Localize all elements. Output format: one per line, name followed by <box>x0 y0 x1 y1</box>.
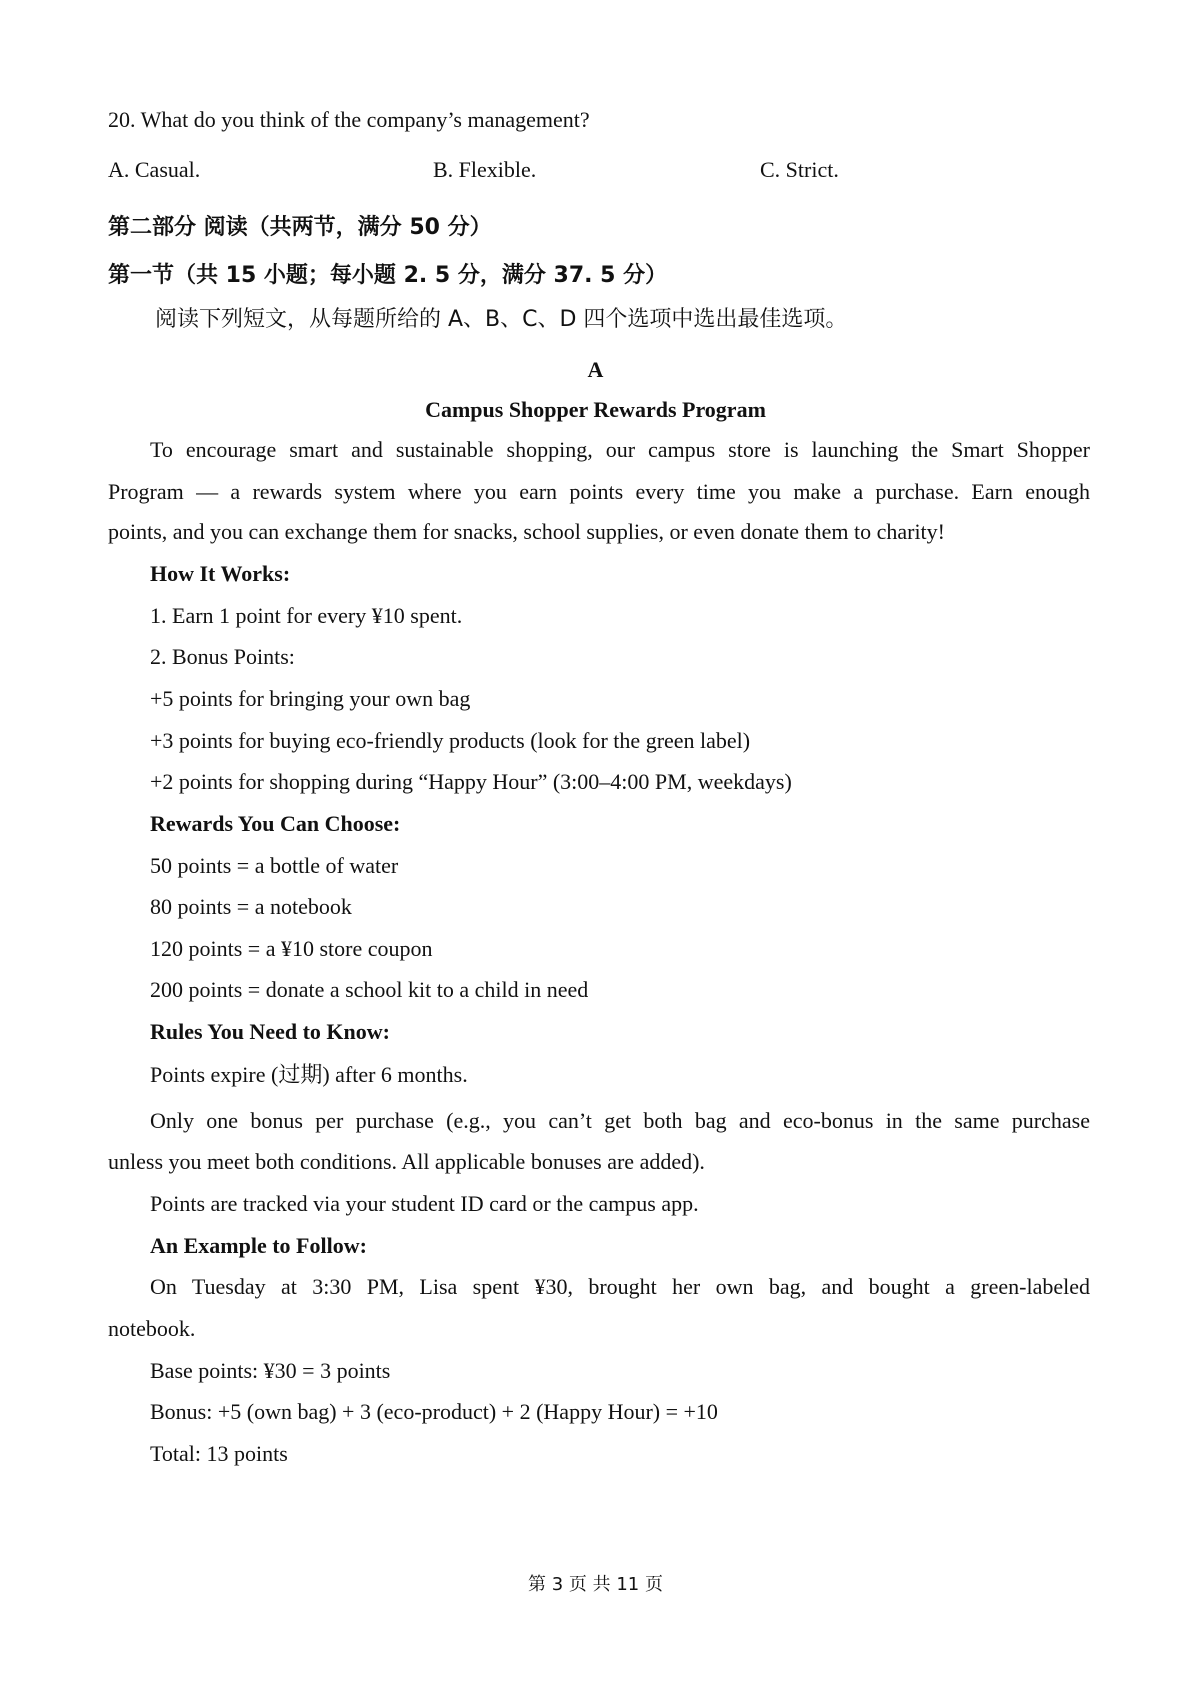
part-2-heading: 第二部分 阅读（共两节，满分 50 分） <box>108 215 492 240</box>
intro-line-2: Program — a rewards system where you earn points every time you make a purchase. Earn enough <box>108 479 1090 504</box>
how-item-1: 1. Earn 1 point for every ¥10 spent. <box>150 603 463 628</box>
how-it-works-heading: How It Works: <box>150 561 291 586</box>
how-item-2: 2. Bonus Points: <box>150 644 295 669</box>
option-a: A. Casual. <box>108 157 201 182</box>
rule-2-line-2: unless you meet both conditions. All applicable bonuses are added). <box>108 1149 705 1174</box>
how-item-5: +2 points for shopping during “Happy Hour” (3:00–4:00 PM, weekdays) <box>150 769 792 794</box>
reward-item-4: 200 points = donate a school kit to a child in need <box>150 977 589 1002</box>
how-item-3: +5 points for bringing your own bag <box>150 686 471 711</box>
option-c: C. Strict. <box>760 157 839 182</box>
total-points: Total: 13 points <box>150 1441 288 1466</box>
rule-2-line-1: Only one bonus per purchase (e.g., you can’t get both bag and eco-bonus in the same purchase <box>150 1108 1090 1133</box>
question-20-stem: 20. What do you think of the company’s management? <box>108 107 590 132</box>
rule-1: Points expire (过期) after 6 months. <box>150 1062 468 1087</box>
bonus-points: Bonus: +5 (own bag) + 3 (eco-product) + 2 (Happy Hour) = +10 <box>150 1399 718 1424</box>
option-b: B. Flexible. <box>433 157 537 182</box>
intro-line-1: To encourage smart and sustainable shopping, our campus store is launching the Smart Shopper <box>150 437 1090 462</box>
passage-title: Campus Shopper Rewards Program <box>425 397 766 422</box>
section-1-heading: 第一节（共 15 小题；每小题 2. 5 分，满分 37. 5 分） <box>108 263 668 288</box>
base-points: Base points: ¥30 = 3 points <box>150 1358 391 1383</box>
passage-letter: A <box>587 357 604 382</box>
how-item-4: +3 points for buying eco-friendly products (look for the green label) <box>150 728 751 753</box>
reward-item-2: 80 points = a notebook <box>150 894 352 919</box>
page-footer: 第 3 页 共 11 页 <box>528 1574 663 1595</box>
rewards-heading: Rewards You Can Choose: <box>150 811 401 836</box>
rule-3: Points are tracked via your student ID card or the campus app. <box>150 1191 699 1216</box>
rules-heading: Rules You Need to Know: <box>150 1019 390 1044</box>
example-line-2: notebook. <box>108 1316 196 1341</box>
reading-instruction: 阅读下列短文，从每题所给的 A、B、C、D 四个选项中选出最佳选项。 <box>155 307 848 332</box>
reward-item-3: 120 points = a ¥10 store coupon <box>150 936 433 961</box>
intro-line-3: points, and you can exchange them for snacks, school supplies, or even donate them to charity! <box>108 519 945 544</box>
reward-item-1: 50 points = a bottle of water <box>150 853 399 878</box>
example-line-1: On Tuesday at 3:30 PM, Lisa spent ¥30, brought her own bag, and bought a green-labeled <box>150 1274 1090 1299</box>
example-heading: An Example to Follow: <box>150 1233 367 1258</box>
